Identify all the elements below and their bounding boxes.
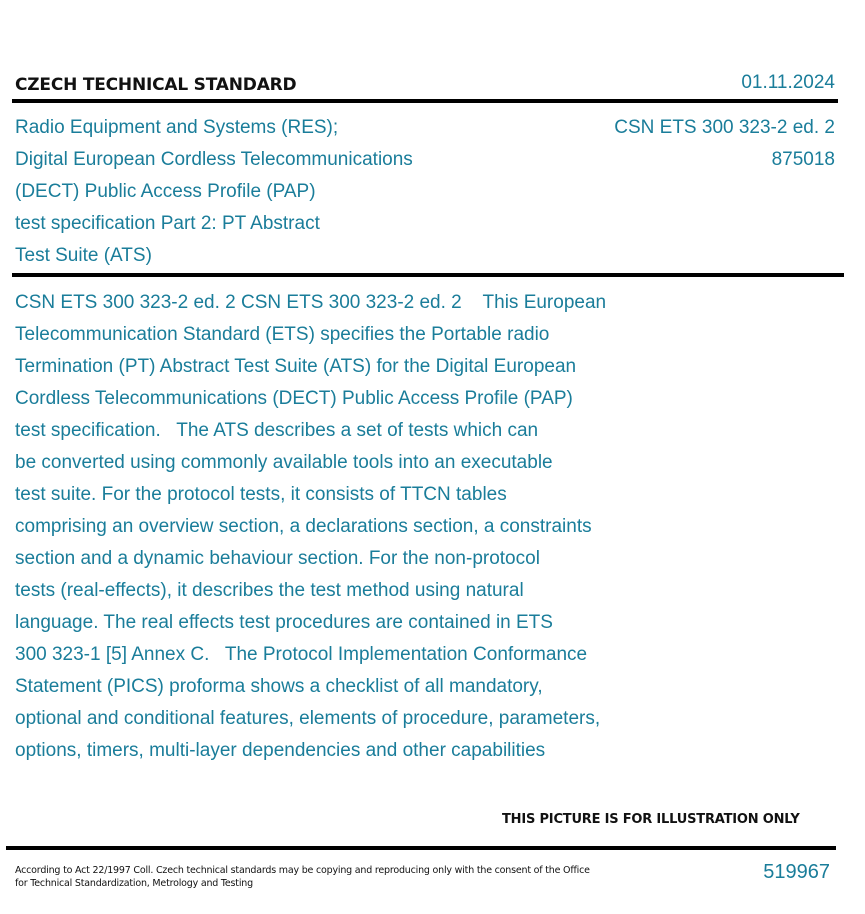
abstract-line: Telecommunication Standard (ETS) specifies the Portable radio [15, 324, 550, 345]
abstract-line: comprising an overview section, a declarations section, a constraints [15, 516, 592, 537]
abstract-line: test specification. The ATS describes a set of tests which can [15, 420, 539, 441]
catalog-number: 875018 [771, 149, 835, 170]
document-header-title: CZECH TECHNICAL STANDARD [15, 75, 297, 95]
copyright-notice-line: for Technical Standardization, Metrology and Testing [15, 878, 253, 889]
abstract-line: 300 323-1 [5] Annex C. The Protocol Implementation Conformance [15, 644, 588, 665]
illustration-notice: THIS PICTURE IS FOR ILLUSTRATION ONLY [502, 812, 800, 827]
abstract-line: tests (real-effects), it describes the test method using natural [15, 580, 524, 601]
abstract-line: optional and conditional features, elements of procedure, parameters, [15, 708, 601, 729]
title-divider [12, 273, 844, 277]
abstract-line: Statement (PICS) proforma shows a checklist of all mandatory, [15, 676, 543, 697]
abstract-line: Termination (PT) Abstract Test Suite (ATS) for the Digital European [15, 356, 577, 377]
abstract-line: language. The real effects test procedures are contained in ETS [15, 612, 553, 633]
abstract-line: be converted using commonly available tools into an executable [15, 452, 553, 473]
abstract-line: section and a dynamic behaviour section. For the non-protocol [15, 548, 540, 569]
standard-code: CSN ETS 300 323-2 ed. 2 [614, 117, 835, 138]
document-date: 01.11.2024 [741, 72, 835, 93]
standard-title-line: Radio Equipment and Systems (RES); [15, 117, 339, 138]
abstract-line: options, timers, multi-layer dependencies and other capabilities [15, 740, 546, 761]
copyright-notice-line: According to Act 22/1997 Coll. Czech technical standards may be copying and reproducing only with the consent of the Office [15, 865, 590, 876]
abstract-line: Cordless Telecommunications (DECT) Public Access Profile (PAP) [15, 388, 573, 409]
standard-title-line: Test Suite (ATS) [15, 245, 152, 266]
footer-divider [6, 846, 836, 850]
standard-title-line: Digital European Cordless Telecommunications [15, 149, 413, 170]
header-divider [12, 99, 838, 103]
footer-number: 519967 [763, 861, 830, 883]
abstract-line: test suite. For the protocol tests, it consists of TTCN tables [15, 484, 507, 505]
abstract-line: CSN ETS 300 323-2 ed. 2 CSN ETS 300 323-2 ed. 2 This European [15, 292, 607, 313]
standard-title-line: test specification Part 2: PT Abstract [15, 213, 320, 234]
standard-title-line: (DECT) Public Access Profile (PAP) [15, 181, 316, 202]
